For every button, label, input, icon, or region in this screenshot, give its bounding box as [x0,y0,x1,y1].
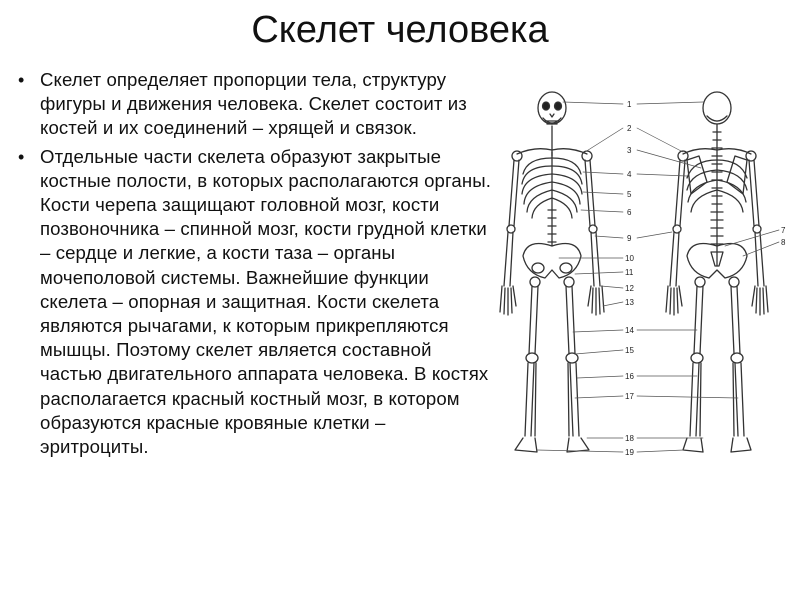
bullet-item [18,68,493,141]
label-8: 8 [781,238,786,247]
bullet-list [18,68,493,463]
label-16: 16 [625,372,634,381]
label-14: 14 [625,326,634,335]
bullet-dot-icon: • [18,146,25,167]
skeleton-figure [497,86,800,466]
label-4: 4 [627,170,632,179]
front-skeleton [500,92,604,452]
label-19: 19 [625,448,634,457]
label-6: 6 [627,208,632,217]
label-5: 5 [627,190,632,199]
label-18: 18 [625,434,634,443]
label-12: 12 [625,284,634,293]
label-15: 15 [625,346,634,355]
back-skeleton [666,92,768,452]
label-10: 10 [625,254,634,263]
label-11: 11 [625,268,634,277]
label-13: 13 [625,298,634,307]
label-7: 7 [781,226,786,235]
label-9: 9 [627,234,632,243]
label-1: 1 [627,100,632,109]
label-17: 17 [625,392,634,401]
label-2: 2 [627,124,632,133]
slide-title: Скелет человека [251,9,549,51]
label-3: 3 [627,146,632,155]
bullet-text: Отдельные части скелета образуют закрытые костные полости, в которых располагаются органы. Кости черепа защищают головной мозг, кости позвоночника – спинной мозг, кости грудной клетки – сердце и легкие, а кости таза – органы мочеполовой системы. Важнейшие функции скелета – опорная и защитная. Кости скелета являются рычагами, к которым прикрепляются мышцы. Поэтому скелет является составной частью двигательного аппарата человека. В костях располагается красный костный мозг, в котором образуются красные кровяные клетки – эритроциты. [40,145,491,458]
bullet-item [18,145,493,460]
bullet-text: Скелет определяет пропорции тела, структуру фигуры и движения человека. Скелет состоит из костей и их соединений – хрящей и связок. [40,69,467,139]
bullet-dot-icon: • [18,70,25,90]
skeleton-illustration [497,86,800,466]
